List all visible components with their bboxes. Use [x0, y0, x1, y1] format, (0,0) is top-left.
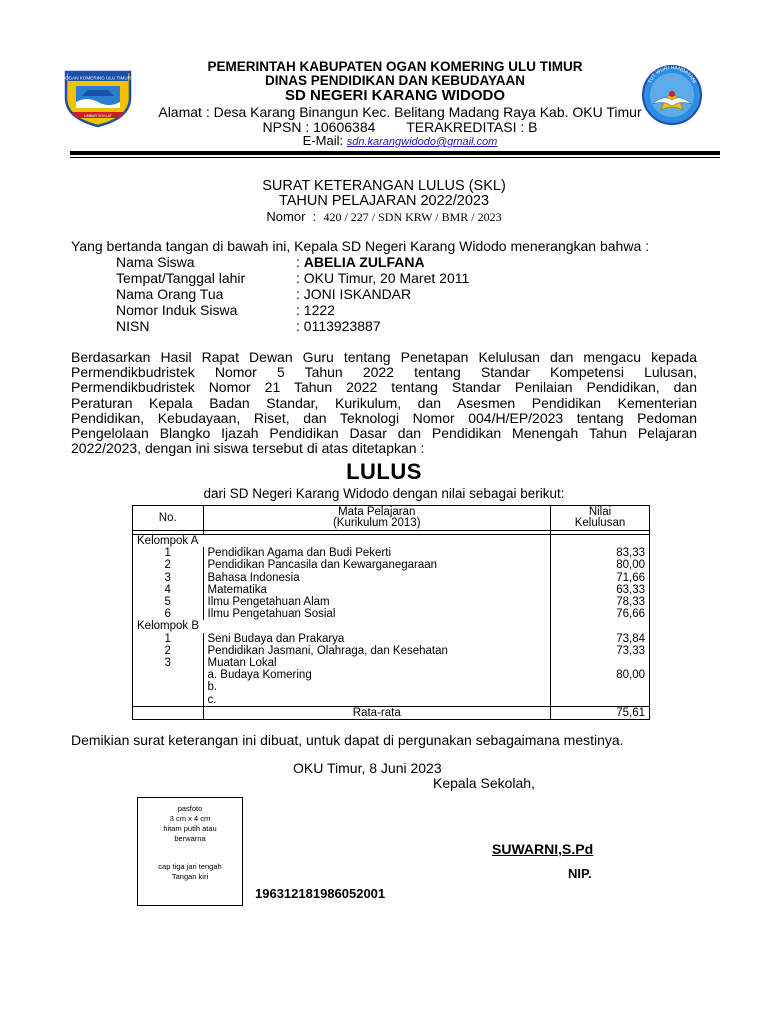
average-label: Rata-rata [203, 706, 550, 719]
decision-paragraph [71, 350, 697, 456]
cell-subject: Pendidikan Agama dan Budi Pekerti [203, 547, 550, 559]
document-title: SURAT KETERANGAN LULUS (SKL) [262, 178, 506, 194]
cell-value: 80,00 [551, 669, 650, 681]
group-label: Kelompok A [133, 535, 204, 548]
academic-year: TAHUN PELAJARAN 2022/2023 [278, 193, 490, 209]
document-number [0, 209, 768, 225]
photo-note: berwarna [174, 834, 206, 843]
cell-value: 71,66 [551, 572, 650, 584]
header-department: DINAS PENDIDIKAN DAN KEBUDAYAAN [264, 73, 526, 88]
cell-value [551, 657, 650, 669]
paragraph-line: Pengelolaan Blangko Ijazah Pendidikan Dasar dan Pendidikan Menengah Tahun Pelajaran [71, 425, 697, 442]
cell-subject: Pendidikan Jasmani, Olahraga, dan Kesehatan [203, 645, 550, 657]
cell-no: 2 [133, 559, 204, 571]
table-row [133, 547, 650, 559]
nip-number: 196312181986052001 [255, 886, 386, 901]
average-row [133, 706, 650, 719]
cell-value [551, 620, 650, 632]
cell-subject [203, 535, 550, 548]
paragraph-line: Permendikbudristek Nomor 21 Tahun 2022 tentang Standar Penilaian Pendidikan, dan [71, 379, 697, 396]
table-row [133, 669, 650, 681]
field-value-birth: : OKU Timur, 20 Maret 2011 [296, 270, 470, 286]
header-school-name: SD NEGERI KARANG WIDODO [284, 87, 505, 104]
cell-no: 3 [133, 657, 204, 669]
table-row [133, 657, 650, 669]
header-divider-thick [70, 151, 720, 155]
table-row [133, 596, 650, 608]
field-label-name: Nama Siswa [116, 254, 195, 270]
photo-note: 3 cm x 4 cm [169, 814, 211, 823]
table-row [133, 584, 650, 596]
photo-note: pasfoto [177, 804, 203, 813]
place-date: OKU Timur, 8 Juni 2023 [293, 760, 442, 776]
cell-subject: Pendidikan Pancasila dan Kewarganegaraan [203, 559, 550, 571]
email-label: E-Mail: [302, 133, 347, 148]
cell-no [133, 669, 204, 681]
closing-statement: Demikian surat keterangan ini dibuat, untuk dapat di pergunakan sebagaimana mestinya. [71, 732, 624, 748]
field-label-nisn: NISN [116, 318, 150, 334]
field-label-nis: Nomor Induk Siswa [116, 302, 238, 318]
intro-text: Yang bertanda tangan di bawah ini, Kepala SD Negeri Karang Widodo menerangkan bahwa : [71, 238, 650, 254]
column-header-value: Nilai Kelulusan [551, 506, 650, 531]
cell-value: 73,33 [551, 645, 650, 657]
field-label-birth: Tempat/Tanggal lahir [116, 270, 246, 286]
cell-subject: Bahasa Indonesia [203, 572, 550, 584]
cell-no: 1 [133, 547, 204, 559]
cell-subject: Ilmu Pengetahuan Sosial [203, 608, 550, 620]
cell-no: 3 [133, 572, 204, 584]
result-status: LULUS [346, 459, 422, 484]
header-npsn: NPSN : 10606384 TERAKREDITASI : B [262, 119, 538, 135]
cell-no [133, 706, 204, 719]
cell-subject: Seni Budaya dan Prakarya [203, 633, 550, 645]
table-row [133, 559, 650, 571]
cell-no: 5 [133, 596, 204, 608]
logo-right-text: TUT WURI HANDAYANI [646, 64, 698, 85]
cell-value: 78,33 [551, 596, 650, 608]
cell-subject: a. Budaya Komering [203, 669, 550, 681]
cell-value [551, 681, 650, 693]
cell-value: 76,66 [551, 608, 650, 620]
cell-value: 73,84 [551, 633, 650, 645]
table-row [133, 694, 650, 707]
cell-no: 2 [133, 645, 204, 657]
nomor-value: 420 / 227 / SDN KRW / BMR / 2023 [323, 210, 502, 224]
nomor-label: Nomor : [266, 209, 324, 224]
cell-subject [203, 620, 550, 632]
table-row [133, 608, 650, 620]
cell-subject: b. [203, 681, 550, 693]
field-value-nisn: : 0113923887 [296, 318, 381, 334]
grade-rows [133, 535, 650, 720]
fingerprint-note: cap tiga jari tengah [158, 862, 222, 871]
table-row [133, 645, 650, 657]
field-label-parent: Nama Orang Tua [116, 286, 224, 302]
grades-table [132, 505, 650, 720]
cell-subject: Ilmu Pengetahuan Alam [203, 596, 550, 608]
header-email [120, 133, 680, 148]
group-label: Kelompok B [133, 620, 204, 632]
header-government: PEMERINTAH KABUPATEN OGAN KOMERING ULU TIMUR [207, 59, 583, 74]
table-group-row [133, 535, 650, 548]
table-row [133, 681, 650, 693]
result-subtitle: dari SD Negeri Karang Widodo dengan nilai sebagai berikut: [203, 486, 565, 501]
photo-placeholder [137, 797, 243, 906]
paragraph-line: Peraturan Kepala Badan Standar, Kurikulum, dan Asesmen Pendidikan Kementerian [71, 394, 697, 411]
logo-left-text: OGAN KOMERING ULU TIMUR [64, 75, 132, 81]
column-header-no: No. [133, 506, 204, 531]
table-row [133, 572, 650, 584]
cell-value: 80,00 [551, 559, 650, 571]
paragraph-line: Pendidikan, Kebudayaan, Riset, dan Teknologi Nomor 004/H/EP/2023 tentang Pedoman [71, 409, 697, 426]
cell-subject: Muatan Lokal [203, 657, 550, 669]
cell-no: 4 [133, 584, 204, 596]
cell-value [551, 694, 650, 707]
fingerprint-note: Tangan kiri [171, 872, 209, 881]
table-row [133, 633, 650, 645]
logo-left-banner: UMBAR SOKLAT [84, 113, 112, 118]
field-value-nis: : 1222 [296, 302, 335, 318]
student-name: ABELIA ZULFANA [303, 254, 425, 270]
field-value-parent: : JONI ISKANDAR [296, 286, 412, 302]
header-address: Alamat : Desa Karang Binangun Kec. Belitang Madang Raya Kab. OKU Timur [158, 104, 642, 120]
cell-no [133, 694, 204, 707]
cell-no: 1 [133, 633, 204, 645]
cell-value [551, 535, 650, 548]
paragraph-line: 2022/2023, dengan ini siswa tersebut di atas ditetapkan : [71, 440, 425, 457]
paragraph-line: Berdasarkan Hasil Rapat Dewan Guru tentang Penetapan Kelulusan dan mengacu kepada [71, 349, 697, 365]
cell-subject: c. [203, 694, 550, 707]
cell-value: 63,33 [551, 584, 650, 596]
email-link[interactable]: sdn.karangwidodo@gmail.com [346, 136, 498, 148]
cell-no: 6 [133, 608, 204, 620]
field-value-name: : ABELIA ZULFANA [296, 254, 425, 270]
paragraph-line: Permendikbudristek Nomor 5 Tahun 2022 tentang Standar Kompetensi Lulusan, [71, 364, 697, 381]
photo-note: hitam putih atau [163, 824, 217, 833]
average-value: 75,61 [551, 706, 650, 719]
table-group-row [133, 620, 650, 632]
principal-title: Kepala Sekolah, [433, 775, 535, 791]
cell-no [133, 681, 204, 693]
column-header-subject: Mata Pelajaran (Kurikulum 2013) [203, 506, 550, 531]
principal-name: SUWARNI,S.Pd [492, 841, 594, 857]
cell-value: 83,33 [551, 547, 650, 559]
cell-subject: Matematika [203, 584, 550, 596]
header-divider-thin [70, 157, 720, 158]
nip-label: NIP. [568, 866, 592, 881]
